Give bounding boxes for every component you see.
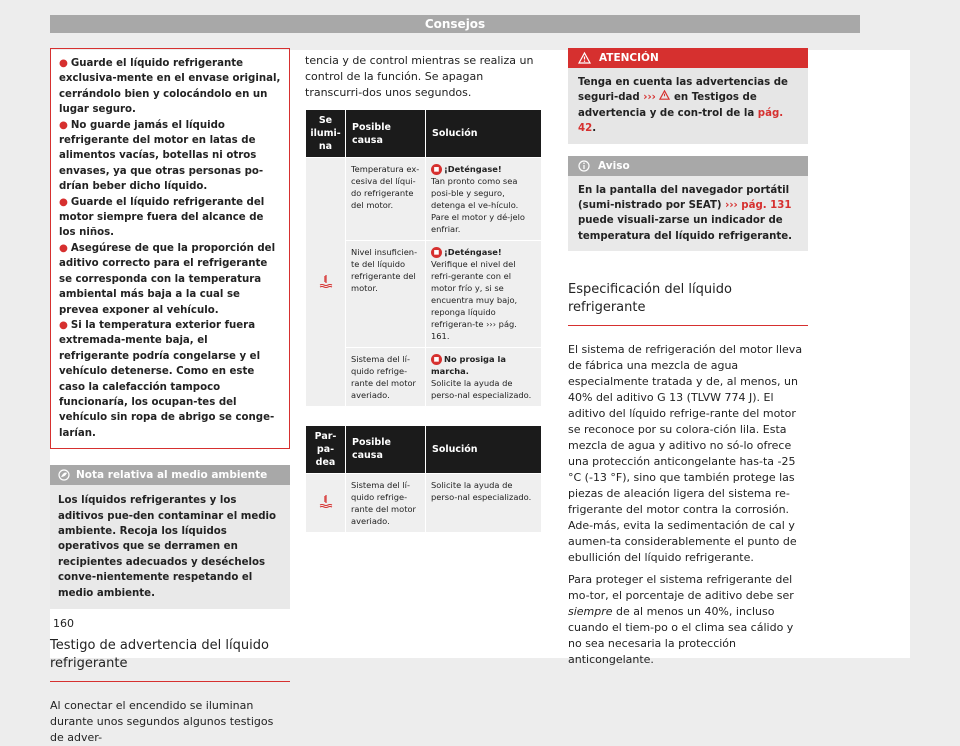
section-title-coolant-spec: Especificación del líquido refrigerante — [568, 281, 808, 326]
table-lights-blinking — [305, 425, 542, 533]
stop-icon: ■ — [431, 164, 442, 175]
notice-box — [568, 156, 808, 252]
bullet-icon: ● — [59, 119, 68, 131]
paragraph: Al conectar el encendido se iluminan durante unos segundos algunos testigos de adver- — [50, 699, 274, 744]
table-cell-cause: Temperatura ex-cesiva del líqui-do refrigerante del motor. — [346, 158, 426, 241]
bullet-icon: ● — [59, 242, 68, 254]
attention-title: ATENCIÓN — [599, 52, 659, 64]
table-header: Posible causa — [346, 425, 426, 473]
table-row — [306, 158, 542, 241]
table-header: Solución — [426, 425, 542, 473]
attention-header — [568, 48, 808, 68]
warning-triangle-icon — [578, 52, 591, 64]
warning-bullets-box — [50, 48, 290, 449]
paragraph: tencia y de control mientras se realiza un control de la función. Se apagan transcurri-dos unos segundos. — [305, 54, 534, 99]
table-header: Solución — [426, 110, 542, 158]
table-header: Par-pa-dea — [306, 425, 346, 473]
coolant-temp-icon-cell — [306, 158, 346, 407]
notice-header — [568, 156, 808, 176]
column-middle — [305, 48, 540, 533]
warning-triangle-icon — [659, 90, 670, 100]
stop-icon: ■ — [431, 247, 442, 258]
coolant-temperature-icon — [319, 274, 333, 288]
coolant-temp-icon-cell — [306, 473, 346, 532]
section-header: Consejos — [50, 15, 860, 33]
bullet-icon: ● — [59, 196, 68, 208]
bullet-item: ● Guarde el líquido refrigerante del motor siempre fuera del alcance de los niños. — [59, 196, 265, 239]
stop-icon: ■ — [431, 354, 442, 365]
table-cell-solution: ■ No prosiga la marcha. Solicite la ayuda de perso-nal especializado. — [426, 348, 542, 407]
table-cell-cause: Sistema del lí-quido refrige-rante del motor averiado. — [346, 348, 426, 407]
environment-note-title: Nota relativa al medio ambiente — [76, 469, 268, 482]
leaf-icon — [58, 469, 70, 481]
section-title-warning-light: Testigo de advertencia del líquido refrigerante — [50, 637, 290, 682]
bullet-icon: ● — [59, 319, 68, 331]
page-link[interactable]: ››› pág. 131 — [725, 200, 792, 212]
notice-body: En la pantalla del navegador portátil (sumi-nistrado por SEAT) ››› pág. 131 puede visuali-zarse un indicador de temperatura del líquido refrigerante. — [578, 184, 793, 242]
bullet-item: ● Si la temperatura exterior fuera extremada-mente baja, el refrigerante podría congelarse y el vehículo detenerse. Como en este caso la calefacción tampoco funcionaría, los ocupan-tes del vehículo sin ropa de abrigo se conge-larían. — [59, 319, 275, 439]
table-header: Posible causa — [346, 110, 426, 158]
page-number: 160 — [53, 617, 74, 630]
page-link[interactable]: pág. 42 — [578, 107, 784, 135]
attention-box — [568, 48, 808, 144]
paragraph: El sistema de refrigeración del motor lleva de fábrica una mezcla de agua especialmente tratada y de, al menos, un 40% del aditivo G 13 (TLVW 774 J). El aditivo del líquido refrige-rante del motor se reconoce por su colora-ción lila. Esta mezcla de agua y aditivo no só-lo ofrece una protección anticongelante has-ta -25 °C (-13 °F), sino que también protege las piezas de aleación ligera del sistema re-frigerante del motor contra la corrosión. Ade-más, evita la sedimentación de cal y aumen-ta considerablemente el punto de ebullición del líquido refrigerante. — [568, 343, 803, 565]
column-right — [568, 48, 808, 668]
column-left — [50, 48, 290, 746]
environment-note-header — [50, 465, 290, 485]
paragraph: Para proteger el sistema refrigerante del mo-tor, el porcentaje de aditivo debe ser siempre de al menos un 40%, incluso cuando el tiem-po o el clima sea cálido y no sea necesaria la protección anticongelante. — [568, 573, 794, 667]
table-header: Se ilumi-na — [306, 110, 346, 158]
bullet-item: ● Guarde el líquido refrigerante exclusiva-mente en el envase original, cerrándolo bien y colocándolo en un lugar seguro. — [59, 58, 281, 116]
bullet-icon: ● — [59, 58, 68, 69]
bullet-item: ● Asegúrese de que la proporción del aditivo correcto para el refrigerante se corresponda con la temperatura ambiental más baja a la cual se prevea exponer al vehículo. — [59, 242, 276, 316]
environment-note — [50, 465, 290, 609]
attention-body: Tenga en cuenta las advertencias de seguri-dad ››› en Testigos de advertencia y de con-trol de la pág. 42. — [578, 77, 788, 135]
coolant-temperature-icon — [319, 494, 333, 508]
table-cell-solution: ■ ¡Deténgase! Verifique el nivel del refri-gerante con el motor frío y, si se encuentra muy bajo, reponga líquido refrigeran-te ››› pág. 161. — [426, 241, 542, 348]
table-cell-solution: Solicite la ayuda de perso-nal especializado. — [426, 473, 542, 532]
table-cell-cause: Sistema del lí-quido refrige-rante del motor averiado. — [346, 473, 426, 532]
table-row — [306, 473, 542, 532]
table-cell-cause: Nivel insuficien-te del líquido refrigerante del motor. — [346, 241, 426, 348]
info-icon — [578, 160, 590, 172]
notice-title: Aviso — [598, 159, 630, 172]
ref-arrows: ››› — [643, 92, 656, 104]
table-cell-solution: ■ ¡Deténgase! Tan pronto como sea posi-ble y seguro, detenga el ve-hículo. Pare el motor y dé-jelo enfriar. — [426, 158, 542, 241]
environment-note-body: Los líquidos refrigerantes y los aditivos pue-den contaminar el medio ambiente. Recoja los líquidos operativos que se derramen en recipientes adecuados y deséchelos conve-nientemente respetando el medio ambiente. — [58, 495, 277, 599]
table-lights-on — [305, 109, 542, 421]
bullet-item: ● No guarde jamás el líquido refrigerante del motor en latas de alimentos vacías, botellas ni otros envases, ya que otras personas po-drían beber dicho líquido. — [59, 119, 264, 193]
